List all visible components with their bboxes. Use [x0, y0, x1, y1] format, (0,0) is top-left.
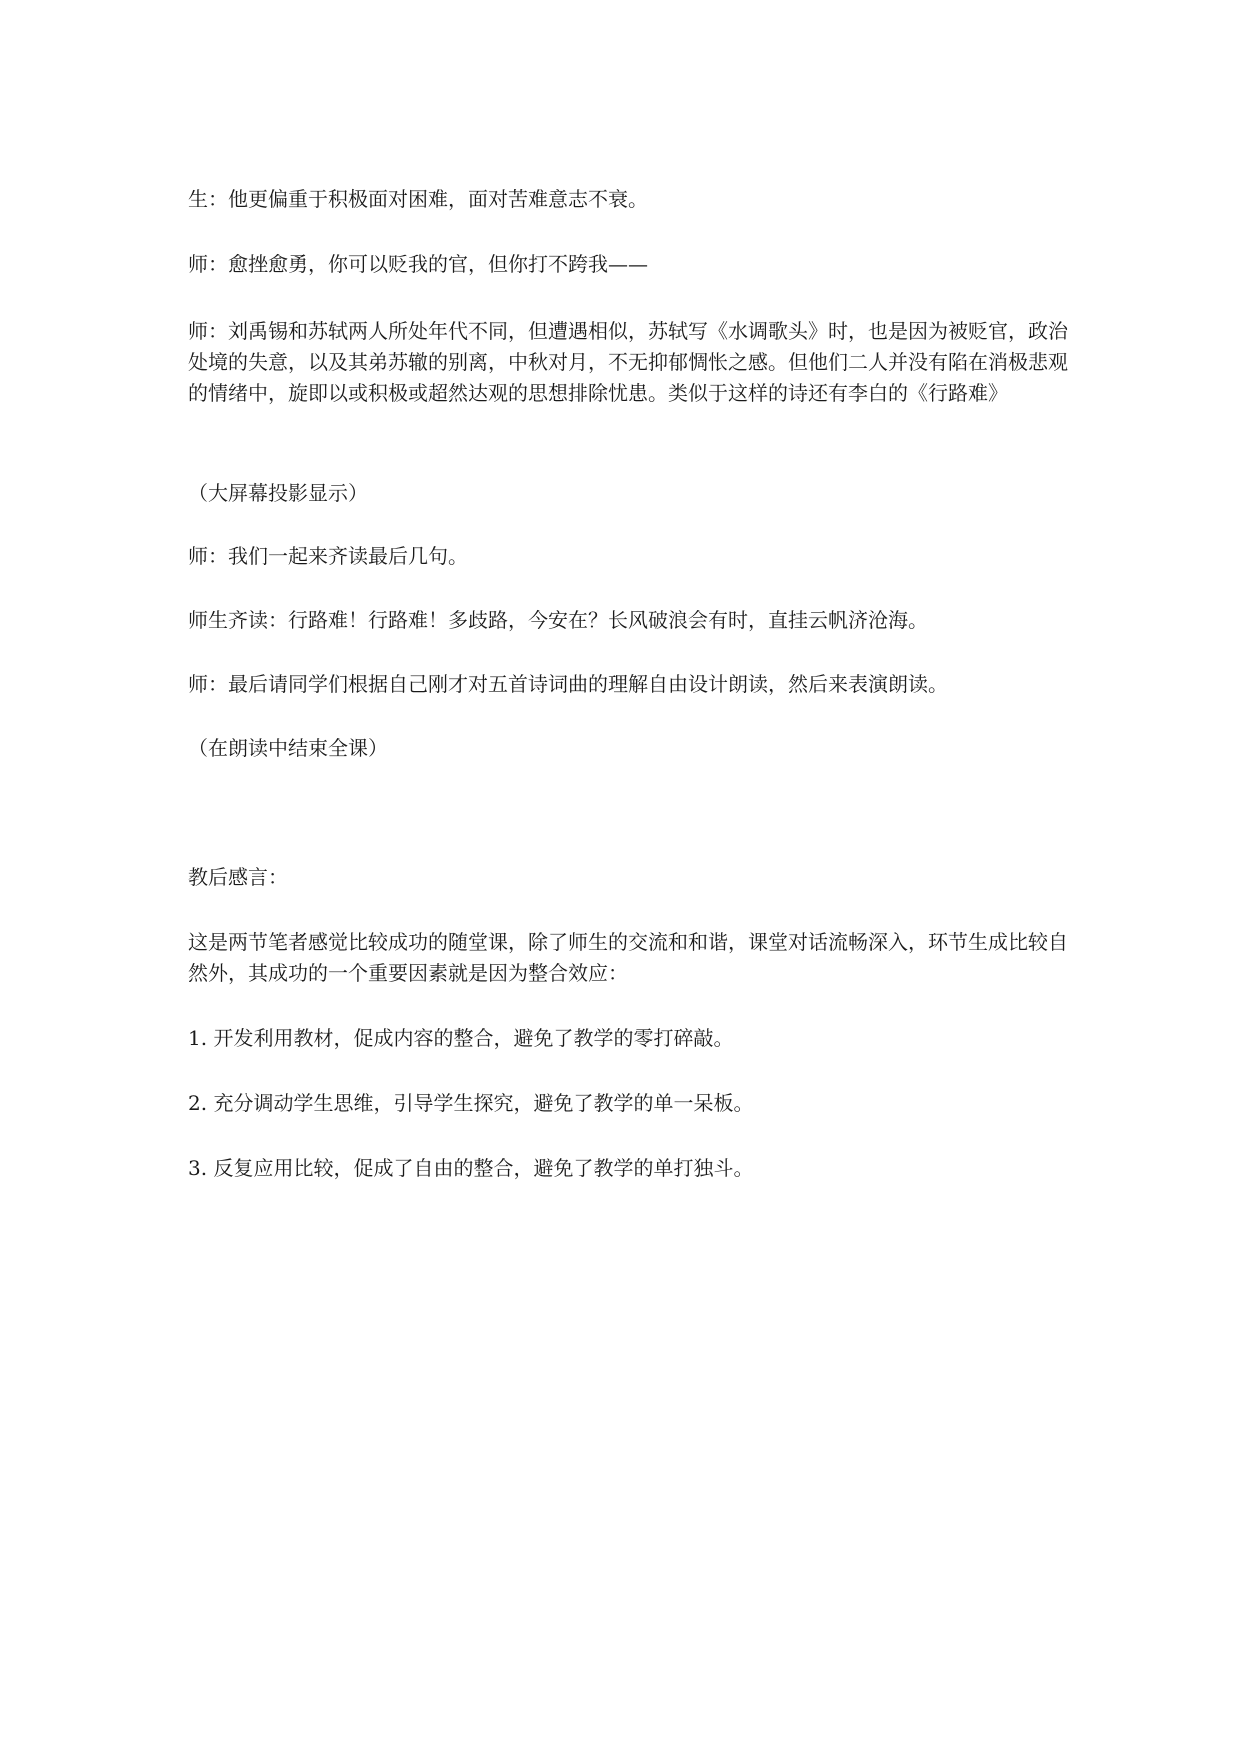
paragraph-screen-note: （大屏幕投影显示） — [188, 481, 368, 505]
list-item-2: 2. 充分调动学生思维，引导学生探究，避免了教学的单一呆板。 — [188, 1091, 754, 1115]
list-item-1: 1. 开发利用教材，促成内容的整合，避免了教学的零打碎敲。 — [188, 1026, 734, 1050]
paragraph-teacher-final-task: 师：最后请同学们根据自己刚才对五首诗词曲的理解自由设计朗读，然后来表演朗读。 — [188, 672, 948, 696]
paragraph-teacher-read-together: 师：我们一起来齐读最后几句。 — [188, 544, 468, 568]
paragraph-student-answer: 生：他更偏重于积极面对困难，面对苦难意志不衰。 — [188, 187, 648, 211]
paragraph-reflection-intro: 这是两节笔者感觉比较成功的随堂课，除了师生的交流和和谐，课堂对话流畅深入，环节生成比较自然外，其成功的一个重要因素就是因为整合效应： — [188, 930, 1068, 985]
list-item-3: 3. 反复应用比较，促成了自由的整合，避免了教学的单打独斗。 — [188, 1156, 754, 1180]
paragraph-group-reading: 师生齐读：行路难！行路难！多歧路，今安在？长风破浪会有时，直挂云帆济沧海。 — [188, 608, 928, 632]
paragraph-teacher-remark: 师：愈挫愈勇，你可以贬我的官，但你打不跨我—— — [188, 252, 648, 276]
paragraph-class-end-note: （在朗读中结束全课） — [188, 736, 388, 760]
paragraph-teacher-comparison: 师：刘禹锡和苏轼两人所处年代不同，但遭遇相似，苏轼写《水调歌头》时，也是因为被贬官，政治处境的失意，以及其弟苏辙的别离，中秋对月，不无抑郁惆怅之感。但他们二人并没有陷在消极悲观的情绪中，旋即以或积极或超然达观的思想排除忧患。类似于这样的诗还有李白的《行路难》 — [188, 319, 1068, 405]
section-heading-reflection: 教后感言： — [188, 865, 288, 889]
